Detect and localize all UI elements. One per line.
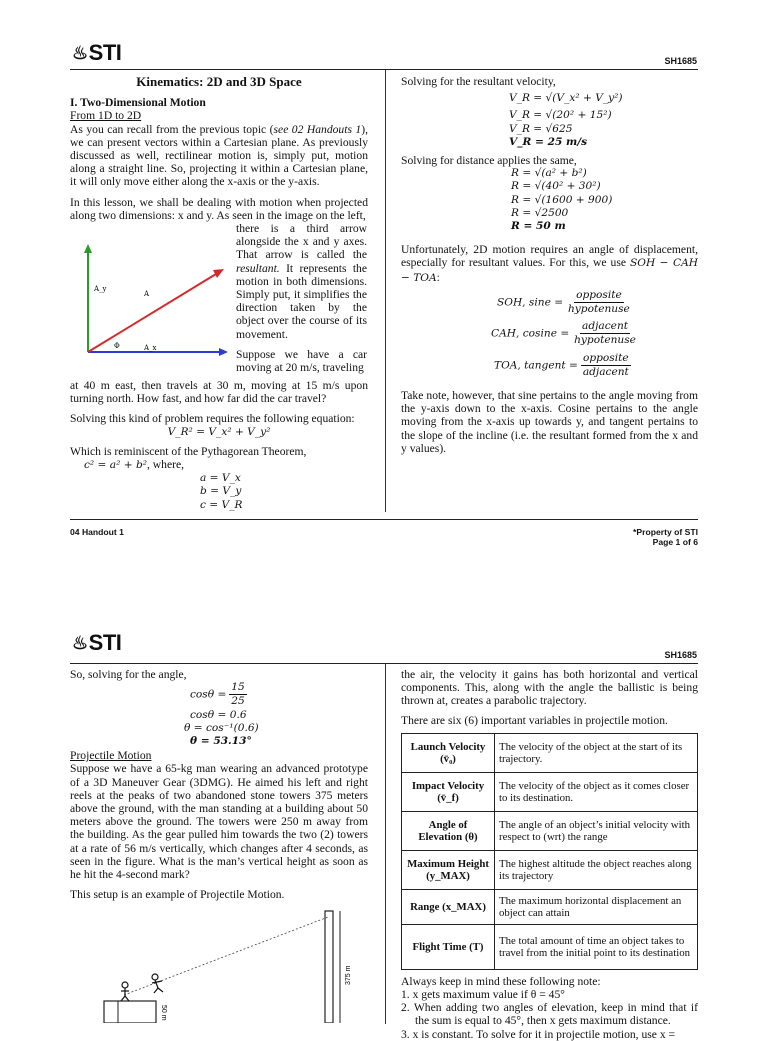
sti-logo: ♨ STI (72, 630, 122, 655)
label-a: A (144, 290, 150, 299)
projectile-variables-table (401, 733, 698, 970)
definition: b = V_y (200, 485, 242, 498)
right-column (401, 75, 698, 455)
subsection-heading: Projectile Motion (70, 749, 152, 763)
equation: V_R = √(V_x² + V_y²) (509, 92, 623, 105)
table-row: Range (x_MAX) The maximum horizontal displacement an object can attain (402, 889, 698, 924)
soh-ratio: SOH, sine = $\frac{\text{opposite}}{\text{hypotenuse}}$ (497, 288, 630, 316)
paragraph: So, solving for the angle, (70, 668, 187, 681)
building-height-label: 50 m (160, 1005, 167, 1022)
paragraph: Solving for the resultant velocity, (401, 75, 556, 88)
paragraph: Always keep in mind these following note: (401, 974, 601, 988)
equation: V_R = √625 (509, 122, 573, 135)
page-title: Kinematics: 2D and 3D Space (136, 74, 302, 89)
result: R = 50 m (511, 220, 566, 233)
paragraph: Unfortunately, 2D motion requires an angle of displacement, especially for resultant values. For this, we use SOH − CAH − TOA: (401, 243, 698, 284)
side-paragraph: there is a third arrow alongside the x and y axes. That arrow is called the resultant. It represents the motion in both dimensions. Simply put, it simplifies the direction taken by the object over the course of its movement. Suppose we have a car moving at 20 m/s, traveling (236, 222, 367, 375)
label-ay: A_y (94, 285, 107, 294)
equation: R = √2500 (511, 206, 569, 219)
equation: θ = cos⁻¹(0.6) (184, 721, 259, 734)
sti-logo: ♨ STI (72, 40, 122, 65)
equation: V_R = √(20² + 15²) (509, 109, 612, 122)
paragraph: Solving for distance applies the same, (401, 154, 577, 168)
table-row: Impact Velocity (v̄_f) The velocity of the object as it comes closer to its destination. (402, 772, 698, 811)
trajectory-line (124, 917, 328, 995)
note-item: 1. x gets maximum value if θ = 45° (401, 988, 565, 1002)
footer-rule (70, 519, 698, 520)
paragraph: Solving this kind of problem requires the following equation: (70, 412, 355, 426)
column-divider (385, 664, 386, 1024)
equation: R = √(1600 + 900) (511, 193, 613, 206)
x-arrowhead (219, 348, 228, 356)
definitions (70, 472, 368, 512)
swirl-icon: ♨ (72, 632, 88, 653)
table-row: Angle of Elevation (θ) The angle of an object’s initial velocity with respect to (wrt) the range (402, 811, 698, 850)
footer-left: 04 Handout 1 (70, 527, 124, 537)
paragraph: Which is reminiscent of the Pythagorean Theorem, (70, 444, 307, 458)
equation: cosθ = 0.6 (190, 708, 247, 721)
result: θ = 53.13° (190, 735, 252, 748)
velocity-equations (401, 92, 698, 149)
right-column (401, 668, 698, 1041)
footer-right: *Property of STI Page 1 of 6 (633, 527, 698, 547)
equation: R = √(a² + b²) (511, 167, 587, 180)
angle-equations (70, 681, 368, 748)
page-2 (0, 600, 768, 1041)
toa-ratio: TOA, tangent = $\frac{\text{opposite}}{\text{adjacent}}$ (494, 351, 629, 378)
paragraph: at 40 m east, then travels at 30 m, moving at 15 m/s upon turning north. How fast, and how far did the car travel? (70, 379, 368, 406)
cah-ratio: CAH, cosine = $\frac{\text{adjacent}}{\text{hypotenuse}}$ (491, 320, 636, 347)
label-ax: A_x (144, 344, 157, 353)
distance-equations (401, 167, 698, 233)
table-row: Flight Time (T) The total amount of time an object takes to travel from the initial point to its destination (402, 924, 698, 969)
trig-ratios (401, 289, 698, 379)
figure-with-text (70, 222, 368, 380)
equation: V_R² = V_x² + V_y² (167, 425, 271, 438)
flying-man-figure (152, 974, 163, 993)
paragraph: Take note, however, that sine pertains to the angle moving from the y-axis down to the x-axis. Cosine pertains to the angle moving from the x-axis up towards y, and tangent pertains to the slope of the incline (i.e. the resultant formed from the x and y values). (401, 389, 698, 455)
label-angle: Φ (114, 342, 120, 351)
result: V_R = 25 m/s (509, 135, 588, 148)
tower-height-label: 375 m (345, 965, 352, 986)
left-column (70, 75, 368, 512)
column-divider (385, 70, 386, 512)
table-row: Launch Velocity (v̄₀) The velocity of the object at the start of its trajectory. (402, 733, 698, 772)
note-item: 2. When adding two angles of elevation, keep in mind that if the sum is equal to 45°, then x gets maximum distance. (401, 1001, 698, 1028)
paragraph: Suppose we have a 65-kg man wearing an advanced prototype of a 3D Maneuver Gear (3DMG). He aimed his left and right reels at the peaks of two abandoned stone towers 375 meters above the ground, with the man standing at a building about 50 meters above the ground. The towers were 250 m away from the building. As the gear pulled him towards the two (2) towers at a rate of 56 m/s vertically, which changes after 4 seconds, as seen in the figure. What is the man’s vertical height as soon as he hit the 4-second mark? (70, 762, 368, 882)
definition: a = V_x (200, 472, 241, 485)
projectile-figure (100, 905, 370, 1023)
left-column (70, 668, 368, 1027)
resultant-arrowhead (213, 269, 224, 278)
subsection-heading: From 1D to 2D (70, 109, 142, 123)
y-arrowhead (84, 244, 92, 253)
man-figure (121, 982, 129, 1001)
cos-fraction: cosθ = $\frac{15}{25}$ (190, 681, 245, 708)
definition: c = V_R (200, 498, 243, 511)
header-rule (70, 69, 698, 70)
tower (325, 911, 333, 1023)
document-code: SH1685 (664, 650, 697, 660)
equation: R = √(40² + 30²) (511, 180, 601, 193)
note-item: 3. x is constant. To solve for it in projectile motion, use x = (401, 1027, 676, 1041)
paragraph: There are six (6) important variables in projectile motion. (401, 713, 668, 727)
equation-line: c² = a² + b², where, (84, 458, 185, 472)
paragraph: In this lesson, we shall be dealing with motion when projected along two dimensions: x and y. As seen in the image on the left, (70, 195, 368, 222)
paragraph: This setup is an example of Projectile Motion. (70, 888, 285, 902)
table-row: Maximum Height (y_MAX) The highest altitude the object reaches along its trajectory (402, 850, 698, 889)
section-heading: I. Two-Dimensional Motion (70, 96, 206, 110)
header-rule (70, 663, 698, 664)
building (104, 1001, 156, 1023)
paragraph: the air, the velocity it gains has both horizontal and vertical components. This, along with the angle the ballistic is being thrown at, creates a parabolic trajectory. (401, 668, 698, 708)
vector-diagram (82, 244, 232, 364)
document-code: SH1685 (664, 56, 697, 66)
resultant-arrow (88, 274, 216, 352)
swirl-icon: ♨ (72, 42, 88, 63)
paragraph: As you can recall from the previous topic (see 02 Handouts 1), we can present vectors within a Cartesian plane. As previously discussed as well, rectilinear motion is, simply put, motion along a straight line. So, projecting it within a Cartesian plane, it will only move either along the x-axis or the y-axis. (70, 122, 368, 189)
